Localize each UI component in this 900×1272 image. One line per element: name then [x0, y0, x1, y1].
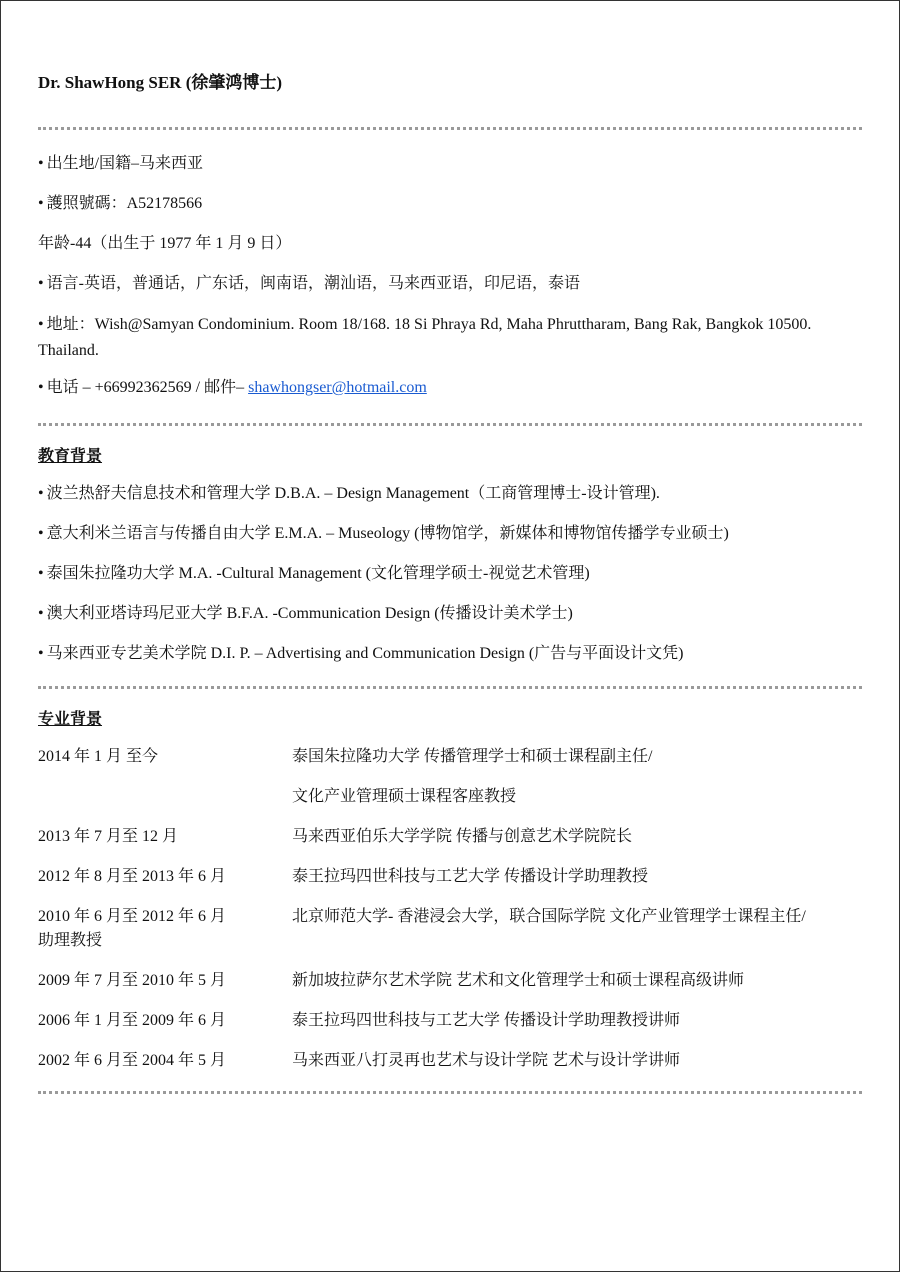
job-desc-continued: 助理教授: [38, 932, 103, 949]
contact-text: 电话 – +66992362569 / 邮件–: [46, 379, 249, 396]
job-desc-line: 文化产业管理硕士课程客座教授: [292, 788, 517, 805]
personal-info: [38, 130, 861, 400]
job-date: 2012 年 8 月至 2013 年 6 月: [38, 868, 227, 885]
bullet: •: [38, 645, 44, 662]
bullet: •: [38, 379, 44, 396]
job-desc: 泰王拉玛四世科技与工艺大学 传播设计学助理教授讲师: [292, 1012, 681, 1029]
contact-line: [38, 376, 861, 400]
job-row: [38, 825, 861, 849]
bullet: •: [38, 275, 44, 292]
job-date: 2009 年 7 月至 2010 年 5 月: [38, 972, 227, 989]
job-desc: 马来西亚伯乐大学学院 传播与创意艺术学院院长: [292, 828, 633, 845]
bullet: •: [38, 485, 44, 502]
age-line: 年龄-44（出生于 1977 年 1 月 9 日）: [38, 235, 292, 252]
education-text: 马来西亚专艺美术学院 D.I. P. – Advertising and Communication Design (广告与平面设计文凭): [46, 645, 684, 662]
education-title: 教育背景: [38, 448, 103, 465]
professional-title: 专业背景: [38, 711, 103, 728]
education-list: [38, 482, 861, 666]
divider: [38, 1091, 862, 1094]
bullet: •: [38, 195, 44, 212]
birthplace-line: [38, 152, 861, 176]
education-text: 意大利米兰语言与传播自由大学 E.M.A. – Museology (博物馆学，新媒体和博物馆传播学专业硕士): [46, 525, 729, 542]
job-desc-line: 泰国朱拉隆功大学 传播管理学士和硕士课程副主任/: [292, 748, 653, 765]
job-desc: 马来西亚八打灵再也艺术与设计学院 艺术与设计学讲师: [292, 1052, 681, 1069]
education-item: [38, 642, 861, 666]
jobs-list: [38, 745, 861, 1073]
job-date: 2014 年 1 月 至今: [38, 748, 159, 765]
divider: [38, 423, 862, 426]
bullet: •: [38, 525, 44, 542]
job-row: [38, 745, 861, 809]
job-desc: 新加坡拉萨尔艺术学院 艺术和文化管理学士和硕士课程高级讲师: [292, 972, 745, 989]
divider: [38, 686, 862, 689]
job-desc: 泰王拉玛四世科技与工艺大学 传播设计学助理教授: [292, 868, 649, 885]
job-row-main: [38, 905, 861, 929]
bullet: •: [38, 316, 44, 333]
job-row: [38, 969, 861, 993]
education-item: [38, 602, 861, 626]
job-date: 2006 年 1 月至 2009 年 6 月: [38, 1012, 227, 1029]
address-text: 地址：Wish@Samyan Condominium. Room 18/168. 18 Si Phraya Rd, Maha Phruttharam, Bang Rak, Bangkok 10500. Thailand.: [38, 316, 812, 359]
person-name: Dr. ShawHong SER (徐肇鸿博士): [38, 73, 283, 92]
education-text: 泰国朱拉隆功大学 M.A. -Cultural Management (文化管理学硕士-视觉艺术管理): [46, 565, 590, 582]
job-row: [38, 1049, 861, 1073]
languages-text: 语言-英语，普通话，广东话，闽南语，潮汕语，马来西亚语，印尼语，泰语: [46, 275, 580, 292]
job-date: 2010 年 6 月至 2012 年 6 月: [38, 908, 227, 925]
passport-text: 護照號碼：A52178566: [46, 195, 203, 212]
job-desc: [292, 745, 861, 809]
education-text: 澳大利亚塔诗玛尼亚大学 B.F.A. -Communication Design (传播设计美术学士): [46, 605, 573, 622]
address-line: [38, 312, 861, 364]
job-date: 2013 年 7 月至 12 月: [38, 828, 179, 845]
languages-line: [38, 272, 861, 296]
job-row: [38, 1009, 861, 1033]
bullet: •: [38, 565, 44, 582]
passport-line: [38, 192, 861, 216]
job-desc: 北京师范大学- 香港浸会大学，联合国际学院 文化产业管理学士课程主任/: [292, 908, 806, 925]
education-text: 波兰热舒夫信息技术和管理大学 D.B.A. – Design Management（工商管理博士-设计管理).: [46, 485, 660, 502]
job-row: [38, 865, 861, 889]
education-item: [38, 482, 861, 506]
bullet: •: [38, 605, 44, 622]
birthplace-text: 出生地/国籍–马来西亚: [46, 155, 204, 172]
education-item: [38, 522, 861, 546]
job-row: [38, 905, 861, 953]
education-item: [38, 562, 861, 586]
email-link[interactable]: shawhongser@hotmail.com: [248, 379, 427, 396]
bullet: •: [38, 155, 44, 172]
job-date: 2002 年 6 月至 2004 年 5 月: [38, 1052, 227, 1069]
